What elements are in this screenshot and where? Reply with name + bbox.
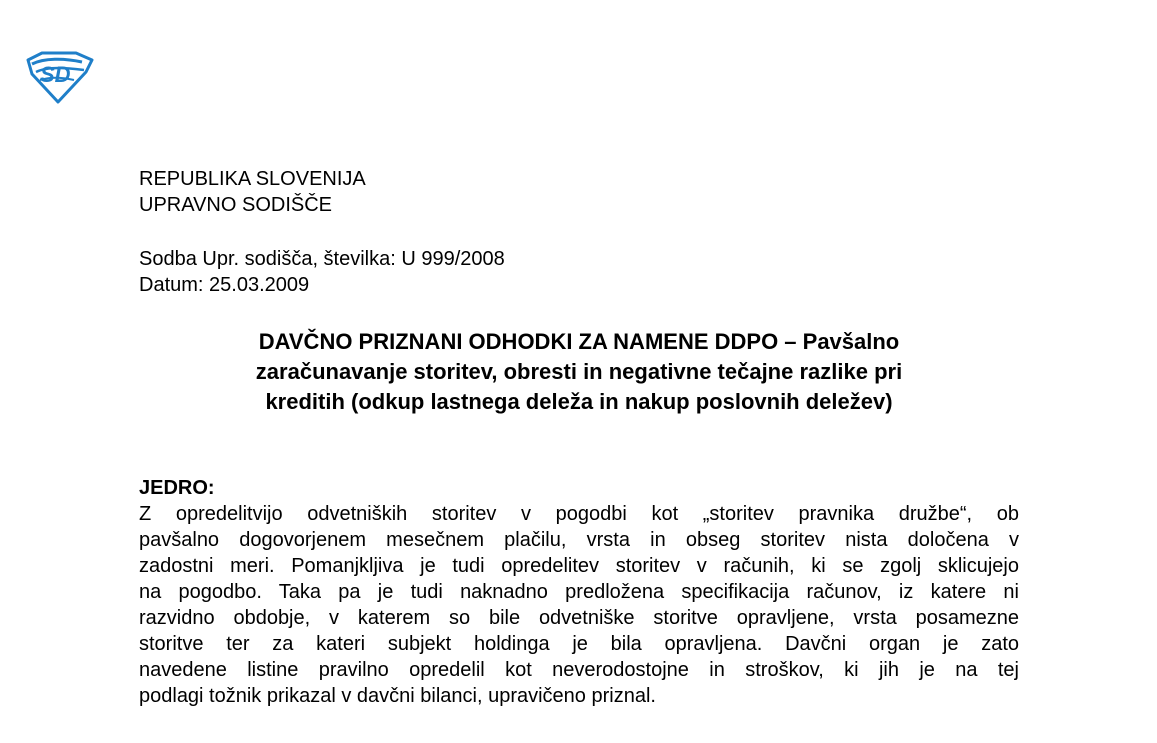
court-logo <box>22 50 96 104</box>
title-line: zaračunavanje storitev, obresti in negativne tečajne razlike pri <box>255 359 903 384</box>
paragraph-line: zadostni meri. Pomanjkljiva je tudi opredelitev storitev v računih, ki se zgolj sklicujejo <box>139 555 1019 577</box>
core-paragraph <box>139 501 1019 709</box>
title-line: kreditih (odkup lastnega deleža in nakup poslovnih deležev) <box>265 389 893 414</box>
sd-shield-logo-icon <box>22 50 96 104</box>
paragraph-line: podlagi tožnik prikazal v davčni bilanci, upravičeno priznal. <box>139 685 656 707</box>
court-header <box>139 166 366 218</box>
core-heading: JEDRO: <box>139 477 215 499</box>
paragraph-line: Z opredelitvijo odvetniških storitev v pogodbi kot „storitev pravnika družbe“, ob <box>139 503 1019 525</box>
paragraph-line: razvidno obdobje, v katerem so bile odvetniške storitve opravljene, vrsta posamezne <box>139 607 1019 629</box>
paragraph-line: storitve ter za kateri subjekt holdinga je bila opravljena. Davčni organ je zato <box>139 633 1019 655</box>
paragraph-line: na pogodbo. Taka pa je tudi naknadno predložena specifikacija računov, iz katere ni <box>139 581 1019 603</box>
case-number: Sodba Upr. sodišča, številka: U 999/2008 <box>139 248 505 270</box>
country-name: REPUBLIKA SLOVENIJA <box>139 168 366 190</box>
title-line: DAVČNO PRIZNANI ODHODKI ZA NAMENE DDPO – Pavšalno <box>258 329 900 354</box>
paragraph-line: pavšalno dogovorjenem mesečnem plačilu, vrsta in obseg storitev nista določena v <box>139 529 1019 551</box>
court-name: UPRAVNO SODIŠČE <box>139 194 332 216</box>
document-title <box>139 327 1019 417</box>
paragraph-line: navedene listine pravilno opredelil kot neverodostojne in stroškov, ki jih je na tej <box>139 659 1019 681</box>
case-info <box>139 246 505 298</box>
case-date: Datum: 25.03.2009 <box>139 274 310 296</box>
svg-text:SD: SD <box>40 62 71 87</box>
